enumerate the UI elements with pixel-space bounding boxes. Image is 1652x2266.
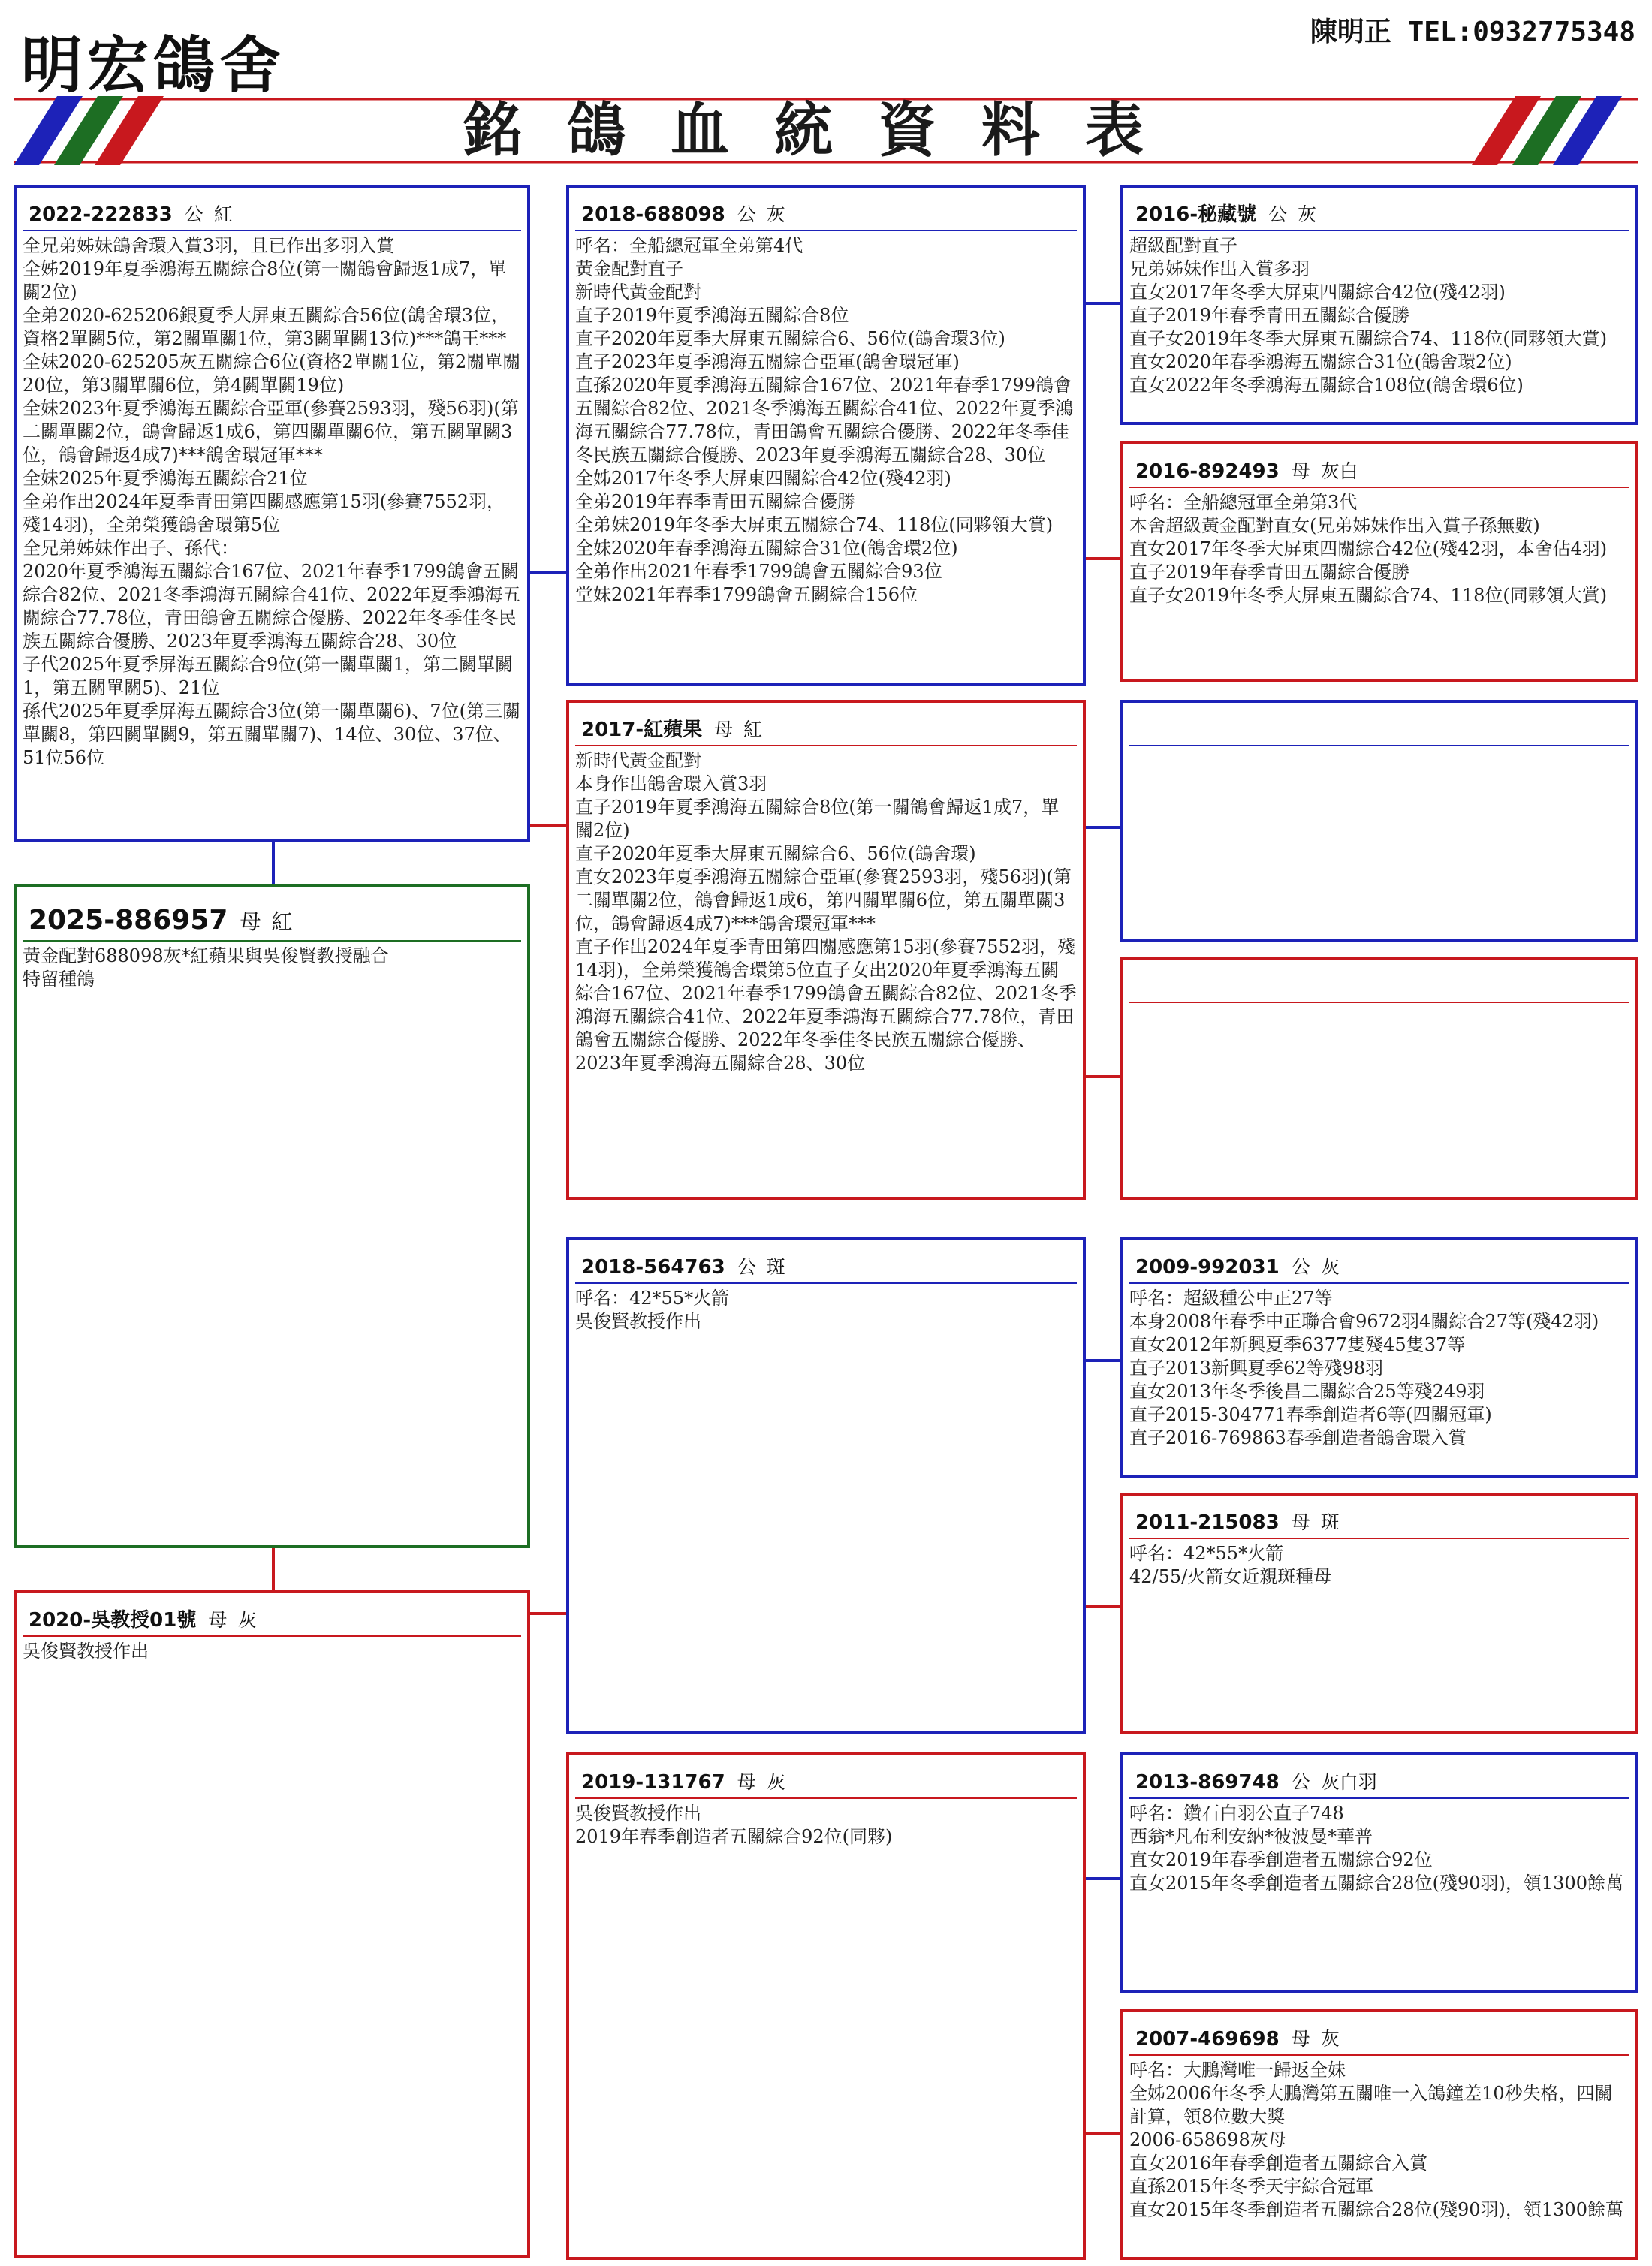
connector-dam-dd bbox=[527, 1612, 568, 1615]
ring-number: 2019-131767 bbox=[581, 1771, 725, 1794]
note-line: 子代2025年夏季屏海五關綜合9位(第一關單關1，第二關單關1，第五關單關5)、21位 bbox=[23, 654, 513, 698]
note-line: 全妹2025年夏季鴻海五關綜合21位 bbox=[23, 468, 308, 489]
note-line: 全妹2023年夏季鴻海五關綜合亞軍(參賽2593羽，殘56羽)(第二關單關2位，鴿會歸返1成6，第四關單關6位，第五關單關3位，鴿會歸返4成7)***鴿舍環冠軍*** bbox=[23, 398, 519, 466]
note-line: 吳俊賢教授作出 bbox=[23, 1641, 149, 1662]
note-line: 直子2019年夏季鴻海五關綜合8位 bbox=[575, 305, 849, 326]
sex-label: 母 bbox=[1291, 1511, 1310, 1533]
note-line: 2020年夏季鴻海五關綜合167位、2021年春季1799鴿會五關綜合82位、2021冬季鴻海五關綜合41位、2022年夏季鴻海五關綜合77.78位，青田鴿會五關綜合優勝、2022年冬季佳冬民族五關綜合優勝、2023年夏季鴻海五關綜合28、30位 bbox=[23, 561, 521, 652]
notes bbox=[1123, 1284, 1635, 1450]
note-line: 呼名：大鵬灣唯一歸返全妹 bbox=[1129, 2060, 1346, 2081]
note-line: 直子2019年春季青田五關綜合優勝 bbox=[1129, 305, 1410, 326]
sex-label: 母 bbox=[737, 1771, 756, 1793]
note-line: 全弟2019年春季青田五關綜合優勝 bbox=[575, 491, 856, 512]
ring-number: 2007-469698 bbox=[1135, 2028, 1280, 2051]
page-title: 銘鴿血統資料表 bbox=[463, 97, 1189, 164]
note-line: 堂妹2021年春季1799鴿會五關綜合156位 bbox=[575, 584, 918, 605]
sex-label: 母 bbox=[240, 909, 261, 934]
ring-number: 2016-秘藏號 bbox=[1135, 203, 1257, 226]
note-line: 特留種鴿 bbox=[23, 969, 95, 990]
note-line: 直女2015年冬季創造者五關綜合28位(殘90羽)，領1300餘萬 bbox=[1129, 1873, 1623, 1894]
note-line: 呼名：42*55*火箭 bbox=[575, 1288, 730, 1309]
sex-label: 公 bbox=[184, 203, 203, 225]
color-label: 灰白羽 bbox=[1320, 1771, 1377, 1793]
pedigree-card-sire bbox=[14, 185, 530, 842]
pedigree-card-dds bbox=[1120, 1752, 1638, 1993]
pedigree-card-sdd bbox=[1120, 957, 1638, 1200]
note-line: 2019年春季創造者五關綜合92位(同夥) bbox=[575, 1826, 893, 1847]
ring-number: 2018-564763 bbox=[581, 1256, 725, 1279]
note-line: 直女2022年冬季鴻海五關綜合108位(鴿舍環6位) bbox=[1129, 375, 1524, 396]
note-line: 全弟作出2024年夏季青田第四關感應第15羽(參賽7552羽，殘14羽)，全弟榮獲鴿舍環第5位 bbox=[23, 491, 505, 535]
sex-label: 公 bbox=[1291, 1256, 1310, 1278]
color-label: 灰 bbox=[766, 203, 785, 225]
color-label: 灰 bbox=[237, 1609, 257, 1631]
pedigree-card-sire-sire bbox=[566, 185, 1086, 686]
sex-label: 公 bbox=[1268, 203, 1288, 225]
notes bbox=[1123, 1799, 1635, 1895]
ring-number: 2017-紅蘋果 bbox=[581, 719, 703, 741]
notes bbox=[1123, 231, 1635, 397]
sex-label: 母 bbox=[1291, 460, 1310, 482]
note-line: 直女2020年春季鴻海五關綜合31位(鴿舍環2位) bbox=[1129, 351, 1512, 372]
connector-sd-sds bbox=[1083, 826, 1122, 829]
kennel-name: 明宏鴿舍 bbox=[21, 29, 286, 101]
color-label: 紅 bbox=[271, 909, 293, 934]
connector-sire-ss bbox=[527, 571, 568, 574]
color-label: 灰 bbox=[1320, 2028, 1340, 2050]
note-line: 直子女2019年冬季大屏東五關綜合74、118位(同夥領大賞) bbox=[1129, 585, 1608, 606]
note-line: 呼名：超級種公中正27等 bbox=[1129, 1288, 1333, 1309]
note-line: 本身作出鴿舍環入賞3羽 bbox=[575, 773, 767, 794]
ring-number: 2025-886957 bbox=[29, 905, 228, 936]
note-line: 42/55/火箭女近親斑種母 bbox=[1129, 1566, 1332, 1587]
note-line: 直子2019年夏季鴻海五關綜合8位(第一關鴿會歸返1成7，單關2位) bbox=[575, 797, 1060, 841]
color-label: 斑 bbox=[1320, 1511, 1340, 1533]
sex-label: 母 bbox=[714, 719, 734, 740]
note-line: 全姊2019年夏季鴻海五關綜合8位(第一關鴿會歸返1成7，單關2位) bbox=[23, 258, 507, 303]
pedigree-card-dss bbox=[1120, 1237, 1638, 1478]
notes bbox=[569, 1284, 1083, 1333]
note-line: 黃金配對688098灰*紅蘋果與吳俊賢教授融合 bbox=[23, 945, 389, 966]
note-line: 直孫2020年夏季鴻海五關綜合167位、2021年春季1799鴿會五關綜合82位、2021冬季鴻海五關綜合41位、2022年夏季鴻海五關綜合77.78位，青田鴿會五關綜合優勝、2022年冬季佳冬民族五關綜合優勝、2023年夏季鴻海五關綜合28、30位 bbox=[575, 375, 1074, 466]
note-line: 直子2015-304771春季創造者6等(四關冠軍) bbox=[1129, 1404, 1492, 1425]
note-line: 兄弟姊妹作出入賞多羽 bbox=[1129, 258, 1310, 279]
notes bbox=[569, 746, 1083, 1075]
note-line: 孫代2025年夏季屏海五關綜合3位(第一關單關6)、7位(第三關單關8，第四關單關9，第五關單關7)、14位、30位、37位、51位56位 bbox=[23, 701, 520, 768]
color-label: 灰 bbox=[1298, 203, 1317, 225]
ring-number: 2016-892493 bbox=[1135, 460, 1280, 483]
note-line: 全姊2006年冬季大鵬灣第五關唯一入鴿鐘差10秒失格，四關計算，領8位數大獎 bbox=[1129, 2083, 1613, 2127]
connector-ss-sss bbox=[1083, 302, 1122, 305]
ring-number: 2009-992031 bbox=[1135, 1256, 1280, 1279]
notes bbox=[17, 1637, 527, 1663]
notes bbox=[1123, 1539, 1635, 1589]
pedigree-card-dam-sire bbox=[566, 1237, 1086, 1734]
connector-sire-sd bbox=[527, 824, 568, 827]
note-line: 吳俊賢教授作出 bbox=[575, 1803, 701, 1824]
note-line: 全兄弟姊妹作出子、孫代： bbox=[23, 538, 239, 559]
color-label: 紅 bbox=[743, 719, 763, 740]
pedigree-card-ssd bbox=[1120, 441, 1638, 682]
note-line: 吳俊賢教授作出 bbox=[575, 1311, 701, 1332]
connector-sd-sdd bbox=[1083, 1075, 1122, 1078]
note-line: 本舍超級黃金配對直女(兄弟姊妹作出入賞子孫無數) bbox=[1129, 515, 1540, 536]
sex-label: 公 bbox=[737, 203, 756, 225]
note-line: 直女2015年冬季創造者五關綜合28位(殘90羽)，領1300餘萬 bbox=[1129, 2199, 1623, 2220]
note-line: 全妹2020年春季鴻海五關綜合31位(鴿舍環2位) bbox=[575, 538, 958, 559]
connector-dd-ddd bbox=[1083, 2132, 1122, 2135]
note-line: 新時代黃金配對 bbox=[575, 750, 701, 771]
notes bbox=[569, 231, 1083, 607]
note-line: 全弟妹2019年冬季大屏東五關綜合74、118位(同夥領大賞) bbox=[575, 514, 1054, 535]
ring-number: 2011-215083 bbox=[1135, 1511, 1280, 1534]
pedigree-card-sds bbox=[1120, 700, 1638, 942]
pedigree-card-sire-dam bbox=[566, 700, 1086, 1200]
note-line: 直女2017年冬季大屏東四關綜合42位(殘42羽，本舍佔4羽) bbox=[1129, 538, 1608, 559]
note-line: 直子2019年春季青田五關綜合優勝 bbox=[1129, 562, 1410, 583]
note-line: 直女2019年春季創造者五關綜合92位 bbox=[1129, 1849, 1433, 1870]
note-line: 直子作出2024年夏季青田第四關感應第15羽(參賽7552羽，殘14羽)，全弟榮獲鴿舍環第5位直子女出2020年夏季鴻海五關綜合167位、2021年春季1799鴿會五關綜合82位、2021冬季鴻海五關綜合41位、2022年夏季鴻海五關綜合77.78位，青田鴿會五關綜合優勝、2022年冬季佳冬民族五關綜合優勝、2023年夏季鴻海五關綜合28、30位 bbox=[575, 936, 1077, 1074]
color-label: 紅 bbox=[213, 203, 233, 225]
pedigree-card-subject bbox=[14, 884, 530, 1548]
sex-label: 公 bbox=[1291, 1771, 1310, 1793]
note-line: 直女2013年冬季後昌二關綜合25等殘249羽 bbox=[1129, 1381, 1485, 1402]
note-line: 超級配對直子 bbox=[1129, 235, 1237, 256]
note-line: 直女2012年新興夏季6377隻殘45隻37等 bbox=[1129, 1334, 1466, 1355]
notes bbox=[17, 231, 527, 770]
note-line: 新時代黃金配對 bbox=[575, 282, 701, 303]
note-line: 全妹2020-625205灰五關綜合6位(資格2單關1位，第2關單關20位，第3關單關6位，第4關單關19位) bbox=[23, 351, 521, 396]
note-line: 全姊2017年冬季大屏東四關綜合42位(殘42羽) bbox=[575, 468, 951, 489]
title-banner bbox=[14, 96, 1638, 165]
note-line: 黃金配對直子 bbox=[575, 258, 683, 279]
note-line: 直子2020年夏季大屏東五關綜合6、56位(鴿舍環3位) bbox=[575, 328, 1005, 349]
note-line: 直子女2019年冬季大屏東五關綜合74、118位(同夥領大賞) bbox=[1129, 328, 1608, 349]
note-line: 直女2016年春季創造者五關綜合入賞 bbox=[1129, 2153, 1428, 2174]
note-line: 呼名：全船總冠軍全弟第4代 bbox=[575, 235, 803, 256]
connector-ss-ssd bbox=[1083, 557, 1122, 560]
connector-dd-dds bbox=[1083, 1877, 1122, 1880]
pedigree-card-sss bbox=[1120, 185, 1638, 425]
note-line: 全兄弟姊妹鴿舍環入賞3羽，且已作出多羽入賞 bbox=[23, 235, 395, 256]
sex-label: 公 bbox=[737, 1256, 756, 1278]
note-line: 呼名：42*55*火箭 bbox=[1129, 1543, 1284, 1564]
connector-ds-dsd bbox=[1083, 1605, 1122, 1608]
ring-number: 2013-869748 bbox=[1135, 1771, 1280, 1794]
connector-subject-dam bbox=[272, 1548, 275, 1593]
note-line: 直女2017年冬季大屏東四關綜合42位(殘42羽) bbox=[1129, 282, 1506, 303]
note-line: 直子2020年夏季大屏東五關綜合6、56位(鴿舍環) bbox=[575, 843, 976, 864]
note-line: 直子2023年夏季鴻海五關綜合亞軍(鴿舍環冠軍) bbox=[575, 351, 960, 372]
pedigree-card-dam bbox=[14, 1590, 530, 2258]
contact-info: 陳明正 TEL:0932775348 bbox=[1310, 17, 1635, 47]
note-line: 本身2008年春季中正聯合會9672羽4關綜合27等(殘42羽) bbox=[1129, 1311, 1599, 1332]
notes bbox=[1123, 488, 1635, 607]
color-label: 灰 bbox=[766, 1771, 785, 1793]
note-line: 西翁*凡布利安納*彼波曼*華普 bbox=[1129, 1826, 1373, 1847]
note-line: 2006-658698灰母 bbox=[1129, 2129, 1286, 2150]
color-label: 灰 bbox=[1320, 1256, 1340, 1278]
sex-label: 母 bbox=[208, 1609, 228, 1631]
ring-number: 2020-吳教授01號 bbox=[29, 1609, 197, 1632]
note-line: 直女2023年夏季鴻海五關綜合亞軍(參賽2593羽，殘56羽)(第二關單關2位，鴿會歸返1成6，第四關單關6位，第五關單關3位，鴿會歸返4成7)***鴿舍環冠軍*** bbox=[575, 866, 1072, 934]
note-line: 直子2016-769863春季創造者鴿舍環入賞 bbox=[1129, 1427, 1467, 1448]
note-line: 全弟作出2021年春季1799鴿會五關綜合93位 bbox=[575, 561, 942, 582]
note-line: 呼名：全船總冠軍全弟第3代 bbox=[1129, 492, 1358, 513]
connector-subject-sire bbox=[272, 842, 275, 884]
ring-number: 2018-688098 bbox=[581, 203, 725, 226]
notes bbox=[17, 942, 527, 991]
sex-label: 母 bbox=[1291, 2028, 1310, 2050]
note-line: 直孫2015年冬季天宇綜合冠軍 bbox=[1129, 2176, 1374, 2197]
color-label: 斑 bbox=[766, 1256, 785, 1278]
notes bbox=[1123, 2056, 1635, 2222]
ring-number: 2022-222833 bbox=[29, 203, 173, 226]
pedigree-card-dsd bbox=[1120, 1493, 1638, 1734]
pedigree-card-dam-dam bbox=[566, 1752, 1086, 2260]
note-line: 直子2013新興夏季62等殘98羽 bbox=[1129, 1357, 1384, 1379]
note-line: 呼名：鑽石白羽公直子748 bbox=[1129, 1803, 1344, 1824]
connector-ds-dss bbox=[1083, 1359, 1122, 1362]
note-line: 全弟2020-625206銀夏季大屏東五關綜合56位(鴿舍環3位，資格2單關5位，第2關單關1位，第3關單關13位)***鴿王*** bbox=[23, 305, 509, 349]
pedigree-card-ddd bbox=[1120, 2009, 1638, 2260]
color-label: 灰白 bbox=[1320, 460, 1358, 482]
notes bbox=[569, 1799, 1083, 1849]
